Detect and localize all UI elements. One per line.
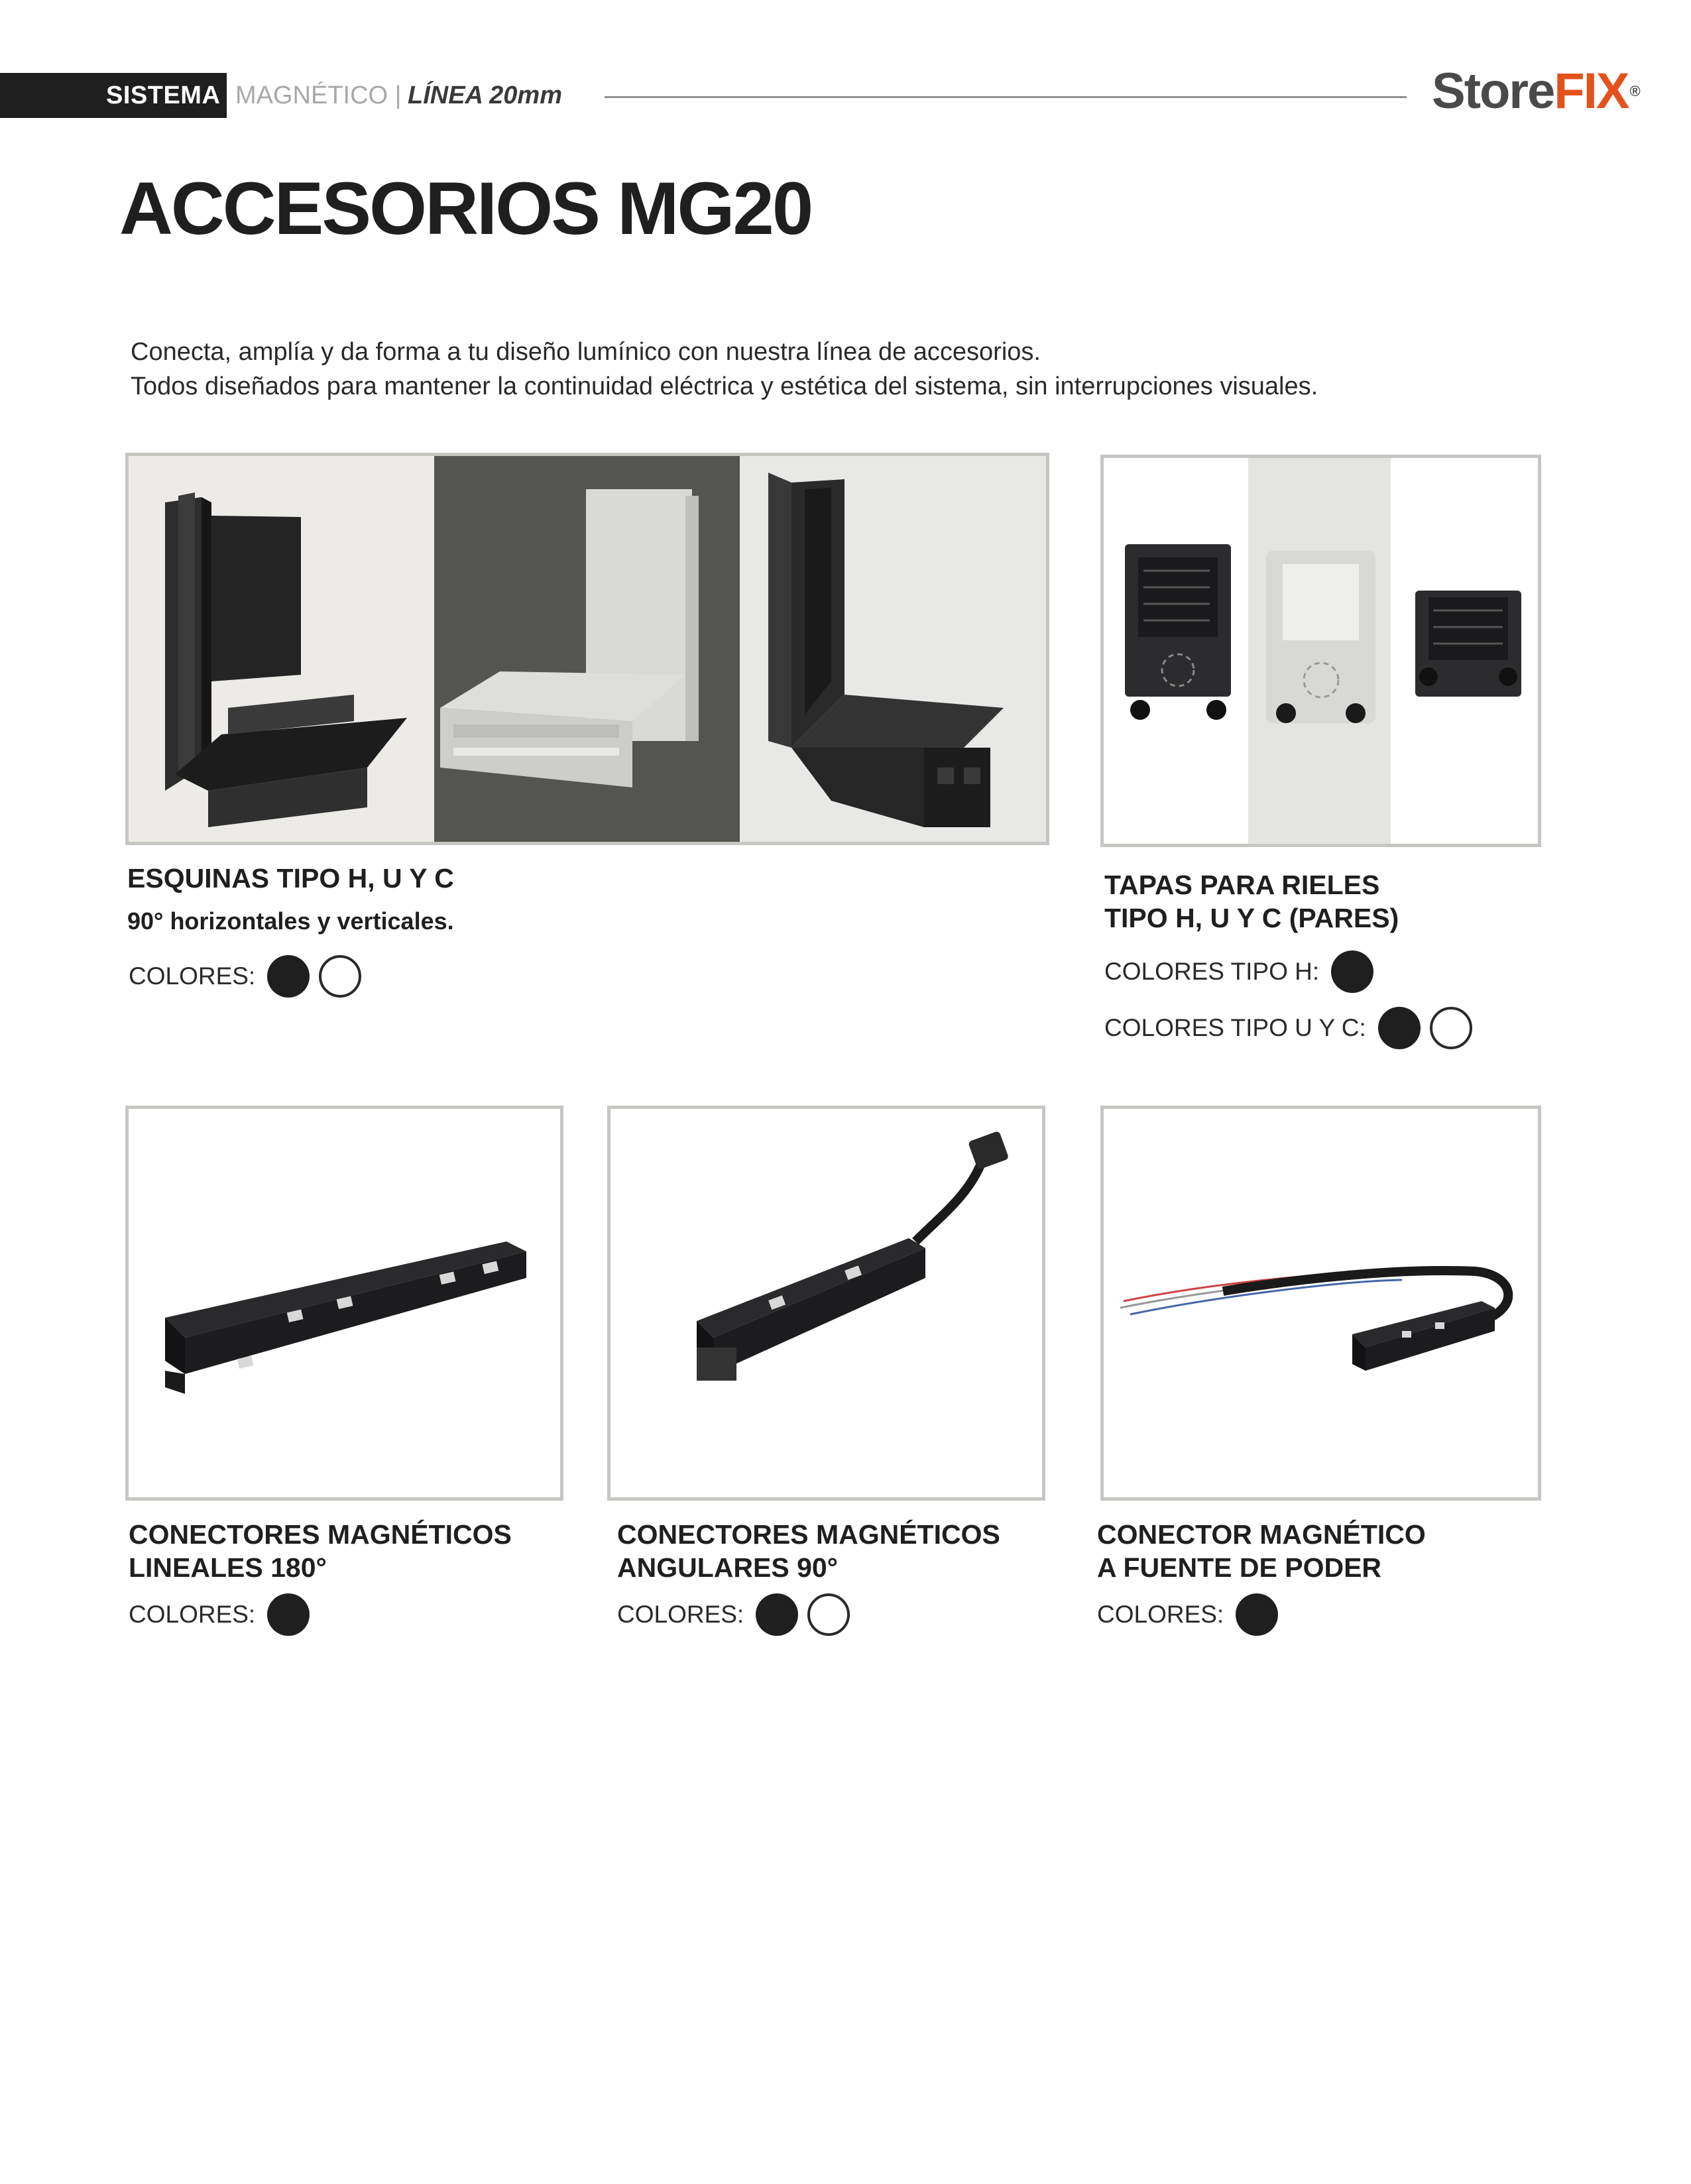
fuente-title-line-2: A FUENTE DE PODER (1097, 1552, 1382, 1583)
intro-line-2: Todos diseñados para mantener la continuidad eléctrica y estética del sistema, sin interrupciones visuales. (131, 373, 1318, 400)
colors-h-label: COLORES TIPO H: (1104, 958, 1320, 985)
logo-fix: FIX (1554, 63, 1629, 119)
page-title: ACCESORIOS MG20 (119, 167, 812, 250)
tapas-image (1100, 455, 1541, 847)
logo-registered: ® (1629, 83, 1639, 99)
header-divider (605, 96, 1407, 98)
tapas-title-line-2: TIPO H, U Y C (PARES) (1104, 903, 1399, 933)
lineales-title-line-1: CONECTORES MAGNÉTICOS (129, 1519, 512, 1550)
tapa-black-small (1415, 591, 1521, 697)
color-swatch-black (1378, 1007, 1421, 1049)
storefix-logo (1432, 61, 1639, 122)
lineales-title-line-2: LINEALES 180° (129, 1552, 327, 1583)
colors-label: COLORES: (617, 1601, 744, 1628)
fuente-image (1100, 1106, 1541, 1501)
angulares-image (607, 1106, 1045, 1501)
intro-line-1: Conecta, amplía y da forma a tu diseño lumínico con nuestra línea de accesorios. (131, 338, 1041, 366)
color-swatch-white (319, 955, 361, 998)
tapa-black-large (1125, 544, 1231, 720)
esquinas-subtitle: 90° horizontales y verticales. (127, 907, 454, 935)
color-swatch-white (1430, 1007, 1472, 1049)
colors-label: COLORES: (129, 962, 256, 990)
header-linea: LÍNEA 20mm (408, 82, 562, 109)
lineales-image (125, 1106, 563, 1501)
color-swatch-black (756, 1593, 798, 1636)
color-swatch-black (1331, 950, 1373, 993)
esquinas-title: ESQUINAS TIPO H, U Y C (127, 863, 454, 893)
colors-label: COLORES: (1097, 1601, 1224, 1628)
tapas-colors-uc (1104, 1004, 1482, 1052)
lineales-colors (129, 1591, 319, 1638)
header-magnetico: MAGNÉTICO | (235, 82, 402, 109)
angulares-title-line-2: ANGULARES 90° (617, 1552, 839, 1583)
angulares-title-line-1: CONECTORES MAGNÉTICOS (617, 1519, 1000, 1550)
header-sistema: SISTEMA (106, 82, 221, 109)
intro-text (131, 335, 1318, 404)
tapas-title-line-1: TAPAS PARA RIELES (1104, 870, 1380, 900)
esquinas-colors (129, 952, 371, 1000)
color-swatch-white (807, 1593, 850, 1636)
esquinas-image (125, 453, 1049, 845)
angulares-colors (617, 1591, 859, 1638)
color-swatch-black (1236, 1593, 1278, 1636)
logo-store: Store (1432, 63, 1554, 119)
colors-label: COLORES: (129, 1601, 256, 1628)
colors-uc-label: COLORES TIPO U Y C: (1104, 1014, 1366, 1041)
fuente-colors (1097, 1591, 1287, 1638)
tapa-white-large (1266, 551, 1375, 723)
tapas-colors-h (1104, 948, 1383, 996)
color-swatch-black (267, 1593, 310, 1636)
color-swatch-black (267, 955, 310, 998)
fuente-title-line-1: CONECTOR MAGNÉTICO (1097, 1519, 1426, 1550)
